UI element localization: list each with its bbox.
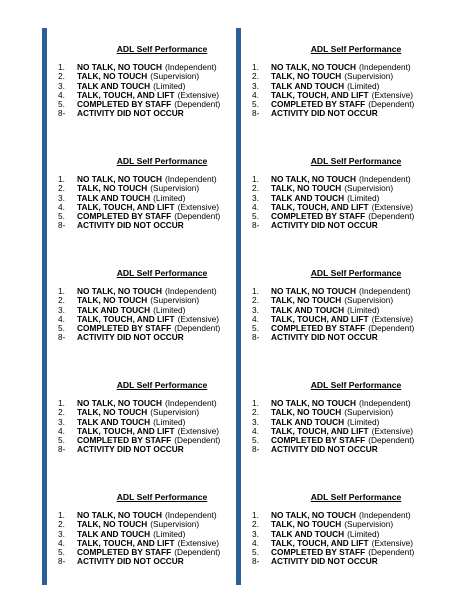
item-detail: (Supervision) bbox=[344, 183, 394, 194]
item-detail: (Dependent) bbox=[368, 323, 415, 334]
item-label: TALK AND TOUCH bbox=[271, 528, 345, 539]
item-number: 2. bbox=[252, 295, 259, 306]
item-detail: (Independent) bbox=[358, 398, 411, 408]
item-detail: (Dependent) bbox=[368, 547, 415, 558]
item-number: 1. bbox=[252, 510, 259, 520]
adl-card bbox=[252, 44, 442, 156]
item-number: 2. bbox=[252, 519, 259, 530]
performance-list bbox=[58, 511, 248, 567]
item-label: TALK, NO TOUCH bbox=[77, 519, 148, 530]
item-label: TALK, TOUCH, AND LIFT bbox=[77, 313, 175, 324]
item-label: NO TALK, NO TOUCH bbox=[77, 510, 162, 520]
performance-list bbox=[252, 511, 442, 567]
item-number: 1. bbox=[58, 174, 65, 184]
item-number: 1. bbox=[252, 62, 259, 72]
item-number: 2. bbox=[252, 183, 259, 194]
performance-item bbox=[252, 109, 442, 118]
item-label: ACTIVITY DID NOT OCCUR bbox=[271, 108, 378, 119]
item-label: TALK AND TOUCH bbox=[77, 304, 151, 315]
item-detail: (Extensive) bbox=[371, 313, 414, 324]
item-label: ACTIVITY DID NOT OCCUR bbox=[77, 220, 184, 231]
performance-list bbox=[58, 287, 248, 343]
performance-item bbox=[252, 445, 442, 454]
item-detail: (Extensive) bbox=[177, 89, 220, 100]
item-label: TALK AND TOUCH bbox=[271, 416, 345, 427]
item-number: 3. bbox=[58, 80, 65, 91]
item-number: 5. bbox=[58, 547, 65, 558]
card-title: ADL Self Performance bbox=[116, 492, 208, 502]
item-label: TALK AND TOUCH bbox=[77, 192, 151, 203]
item-number: 3. bbox=[58, 304, 65, 315]
card-title: ADL Self Performance bbox=[116, 44, 208, 54]
item-detail: (Supervision) bbox=[344, 71, 394, 82]
item-detail: (Independent) bbox=[358, 286, 411, 296]
item-label: COMPLETED BY STAFF bbox=[271, 99, 366, 110]
item-number: 8- bbox=[58, 444, 66, 455]
item-detail: (Supervision) bbox=[150, 71, 200, 82]
item-label: TALK, TOUCH, AND LIFT bbox=[271, 313, 369, 324]
item-label: TALK AND TOUCH bbox=[77, 528, 151, 539]
item-label: ACTIVITY DID NOT OCCUR bbox=[271, 556, 378, 567]
item-label: TALK, TOUCH, AND LIFT bbox=[271, 89, 369, 100]
item-number: 3. bbox=[58, 528, 65, 539]
item-detail: (Dependent) bbox=[368, 99, 415, 110]
performance-list bbox=[58, 175, 248, 231]
item-label: COMPLETED BY STAFF bbox=[77, 323, 172, 334]
item-detail: (Dependent) bbox=[174, 435, 221, 446]
item-number: 5. bbox=[58, 323, 65, 334]
item-number: 1. bbox=[252, 398, 259, 408]
item-number: 4. bbox=[58, 89, 65, 100]
item-number: 5. bbox=[252, 547, 259, 558]
performance-item bbox=[58, 445, 248, 454]
adl-card bbox=[252, 492, 442, 604]
item-number: 8- bbox=[252, 332, 260, 343]
item-number: 5. bbox=[252, 435, 259, 446]
item-detail: (Limited) bbox=[347, 304, 380, 315]
performance-item bbox=[58, 557, 248, 566]
item-label: TALK, TOUCH, AND LIFT bbox=[271, 537, 369, 548]
item-label: TALK, TOUCH, AND LIFT bbox=[271, 425, 369, 436]
item-label: COMPLETED BY STAFF bbox=[271, 435, 366, 446]
item-label: TALK AND TOUCH bbox=[271, 192, 345, 203]
item-detail: (Dependent) bbox=[174, 99, 221, 110]
item-detail: (Independent) bbox=[164, 174, 217, 184]
item-number: 8- bbox=[252, 108, 260, 119]
item-number: 5. bbox=[252, 211, 259, 222]
item-number: 2. bbox=[58, 71, 65, 82]
item-detail: (Extensive) bbox=[177, 425, 220, 436]
item-label: TALK, TOUCH, AND LIFT bbox=[77, 89, 175, 100]
item-label: ACTIVITY DID NOT OCCUR bbox=[77, 556, 184, 567]
adl-card bbox=[252, 156, 442, 268]
item-detail: (Supervision) bbox=[150, 295, 200, 306]
right-column bbox=[252, 44, 442, 604]
item-detail: (Extensive) bbox=[371, 89, 414, 100]
item-detail: (Extensive) bbox=[177, 201, 220, 212]
item-label: ACTIVITY DID NOT OCCUR bbox=[77, 444, 184, 455]
performance-list bbox=[252, 175, 442, 231]
item-number: 4. bbox=[58, 537, 65, 548]
item-label: TALK, NO TOUCH bbox=[271, 71, 342, 82]
item-number: 1. bbox=[58, 510, 65, 520]
item-number: 8- bbox=[252, 556, 260, 567]
item-detail: (Supervision) bbox=[344, 295, 394, 306]
item-label: ACTIVITY DID NOT OCCUR bbox=[271, 332, 378, 343]
adl-card bbox=[58, 492, 248, 604]
item-number: 8- bbox=[252, 444, 260, 455]
item-label: TALK, NO TOUCH bbox=[77, 183, 148, 194]
item-label: COMPLETED BY STAFF bbox=[77, 211, 172, 222]
item-number: 8- bbox=[58, 220, 66, 231]
performance-list bbox=[252, 63, 442, 119]
item-number: 1. bbox=[252, 286, 259, 296]
item-label: NO TALK, NO TOUCH bbox=[271, 510, 356, 520]
item-label: NO TALK, NO TOUCH bbox=[271, 62, 356, 72]
item-label: TALK AND TOUCH bbox=[77, 80, 151, 91]
item-detail: (Independent) bbox=[358, 510, 411, 520]
item-label: NO TALK, NO TOUCH bbox=[271, 398, 356, 408]
item-detail: (Dependent) bbox=[174, 547, 221, 558]
item-label: TALK, TOUCH, AND LIFT bbox=[77, 425, 175, 436]
item-detail: (Supervision) bbox=[344, 407, 394, 418]
item-label: NO TALK, NO TOUCH bbox=[77, 286, 162, 296]
item-number: 2. bbox=[252, 71, 259, 82]
item-detail: (Independent) bbox=[164, 510, 217, 520]
item-detail: (Independent) bbox=[164, 62, 217, 72]
item-label: TALK, NO TOUCH bbox=[77, 71, 148, 82]
card-title: ADL Self Performance bbox=[116, 156, 208, 166]
performance-list bbox=[58, 399, 248, 455]
card-title: ADL Self Performance bbox=[310, 44, 402, 54]
performance-item bbox=[252, 557, 442, 566]
performance-item bbox=[252, 221, 442, 230]
item-number: 4. bbox=[58, 425, 65, 436]
item-number: 4. bbox=[252, 89, 259, 100]
item-number: 8- bbox=[58, 108, 66, 119]
item-detail: (Supervision) bbox=[344, 519, 394, 530]
item-label: TALK, NO TOUCH bbox=[77, 407, 148, 418]
item-detail: (Limited) bbox=[347, 416, 380, 427]
item-detail: (Limited) bbox=[347, 528, 380, 539]
item-detail: (Extensive) bbox=[371, 201, 414, 212]
item-number: 2. bbox=[252, 407, 259, 418]
card-title: ADL Self Performance bbox=[310, 156, 402, 166]
item-number: 5. bbox=[252, 323, 259, 334]
adl-card bbox=[58, 380, 248, 492]
item-number: 1. bbox=[58, 286, 65, 296]
item-number: 8- bbox=[58, 556, 66, 567]
performance-item bbox=[58, 221, 248, 230]
item-detail: (Dependent) bbox=[368, 435, 415, 446]
item-number: 4. bbox=[252, 537, 259, 548]
item-number: 2. bbox=[58, 183, 65, 194]
performance-item bbox=[58, 333, 248, 342]
item-number: 3. bbox=[58, 416, 65, 427]
item-number: 3. bbox=[58, 192, 65, 203]
item-detail: (Supervision) bbox=[150, 519, 200, 530]
item-label: COMPLETED BY STAFF bbox=[77, 547, 172, 558]
item-detail: (Limited) bbox=[153, 192, 186, 203]
item-number: 3. bbox=[252, 528, 259, 539]
adl-card bbox=[58, 44, 248, 156]
item-label: TALK, NO TOUCH bbox=[271, 183, 342, 194]
item-number: 3. bbox=[252, 416, 259, 427]
item-number: 5. bbox=[252, 99, 259, 110]
item-number: 2. bbox=[58, 519, 65, 530]
item-label: NO TALK, NO TOUCH bbox=[77, 398, 162, 408]
item-detail: (Independent) bbox=[358, 62, 411, 72]
item-detail: (Supervision) bbox=[150, 407, 200, 418]
item-detail: (Independent) bbox=[164, 286, 217, 296]
item-detail: (Independent) bbox=[164, 398, 217, 408]
item-number: 5. bbox=[58, 435, 65, 446]
item-label: TALK AND TOUCH bbox=[271, 304, 345, 315]
item-label: TALK, NO TOUCH bbox=[271, 295, 342, 306]
item-label: COMPLETED BY STAFF bbox=[77, 435, 172, 446]
item-detail: (Limited) bbox=[153, 80, 186, 91]
item-label: ACTIVITY DID NOT OCCUR bbox=[271, 444, 378, 455]
item-number: 1. bbox=[58, 398, 65, 408]
item-detail: (Limited) bbox=[347, 192, 380, 203]
item-label: COMPLETED BY STAFF bbox=[271, 547, 366, 558]
item-detail: (Limited) bbox=[347, 80, 380, 91]
card-title: ADL Self Performance bbox=[116, 380, 208, 390]
item-detail: (Independent) bbox=[358, 174, 411, 184]
item-number: 2. bbox=[58, 407, 65, 418]
item-label: TALK, TOUCH, AND LIFT bbox=[77, 201, 175, 212]
item-label: TALK AND TOUCH bbox=[77, 416, 151, 427]
item-label: NO TALK, NO TOUCH bbox=[271, 286, 356, 296]
item-label: COMPLETED BY STAFF bbox=[271, 211, 366, 222]
item-detail: (Limited) bbox=[153, 528, 186, 539]
item-detail: (Supervision) bbox=[150, 183, 200, 194]
performance-list bbox=[252, 287, 442, 343]
item-detail: (Extensive) bbox=[177, 537, 220, 548]
item-label: COMPLETED BY STAFF bbox=[77, 99, 172, 110]
item-number: 2. bbox=[58, 295, 65, 306]
item-label: TALK, TOUCH, AND LIFT bbox=[77, 537, 175, 548]
item-detail: (Dependent) bbox=[174, 211, 221, 222]
item-detail: (Extensive) bbox=[371, 425, 414, 436]
item-label: NO TALK, NO TOUCH bbox=[77, 62, 162, 72]
item-label: ACTIVITY DID NOT OCCUR bbox=[271, 220, 378, 231]
adl-card bbox=[58, 268, 248, 380]
item-label: TALK, TOUCH, AND LIFT bbox=[271, 201, 369, 212]
item-label: TALK AND TOUCH bbox=[271, 80, 345, 91]
adl-card bbox=[58, 156, 248, 268]
performance-list bbox=[58, 63, 248, 119]
item-label: ACTIVITY DID NOT OCCUR bbox=[77, 332, 184, 343]
card-title: ADL Self Performance bbox=[310, 380, 402, 390]
item-label: COMPLETED BY STAFF bbox=[271, 323, 366, 334]
item-number: 4. bbox=[252, 313, 259, 324]
card-title: ADL Self Performance bbox=[310, 268, 402, 278]
item-label: TALK, NO TOUCH bbox=[77, 295, 148, 306]
item-number: 8- bbox=[252, 220, 260, 231]
item-label: NO TALK, NO TOUCH bbox=[77, 174, 162, 184]
item-detail: (Dependent) bbox=[368, 211, 415, 222]
item-label: NO TALK, NO TOUCH bbox=[271, 174, 356, 184]
adl-card bbox=[252, 380, 442, 492]
item-label: TALK, NO TOUCH bbox=[271, 519, 342, 530]
item-number: 5. bbox=[58, 99, 65, 110]
item-number: 4. bbox=[58, 313, 65, 324]
item-number: 4. bbox=[252, 201, 259, 212]
item-number: 1. bbox=[252, 174, 259, 184]
item-number: 5. bbox=[58, 211, 65, 222]
performance-item bbox=[252, 333, 442, 342]
adl-card bbox=[252, 268, 442, 380]
left-divider-bar bbox=[42, 28, 47, 585]
left-column bbox=[58, 44, 248, 604]
performance-item bbox=[58, 109, 248, 118]
item-number: 4. bbox=[58, 201, 65, 212]
card-title: ADL Self Performance bbox=[310, 492, 402, 502]
item-detail: (Limited) bbox=[153, 416, 186, 427]
item-detail: (Extensive) bbox=[177, 313, 220, 324]
item-number: 4. bbox=[252, 425, 259, 436]
item-detail: (Limited) bbox=[153, 304, 186, 315]
item-number: 1. bbox=[58, 62, 65, 72]
item-number: 3. bbox=[252, 304, 259, 315]
performance-list bbox=[252, 399, 442, 455]
item-detail: (Dependent) bbox=[174, 323, 221, 334]
item-number: 8- bbox=[58, 332, 66, 343]
card-title: ADL Self Performance bbox=[116, 268, 208, 278]
item-number: 3. bbox=[252, 192, 259, 203]
item-detail: (Extensive) bbox=[371, 537, 414, 548]
item-label: TALK, NO TOUCH bbox=[271, 407, 342, 418]
item-number: 3. bbox=[252, 80, 259, 91]
item-label: ACTIVITY DID NOT OCCUR bbox=[77, 108, 184, 119]
